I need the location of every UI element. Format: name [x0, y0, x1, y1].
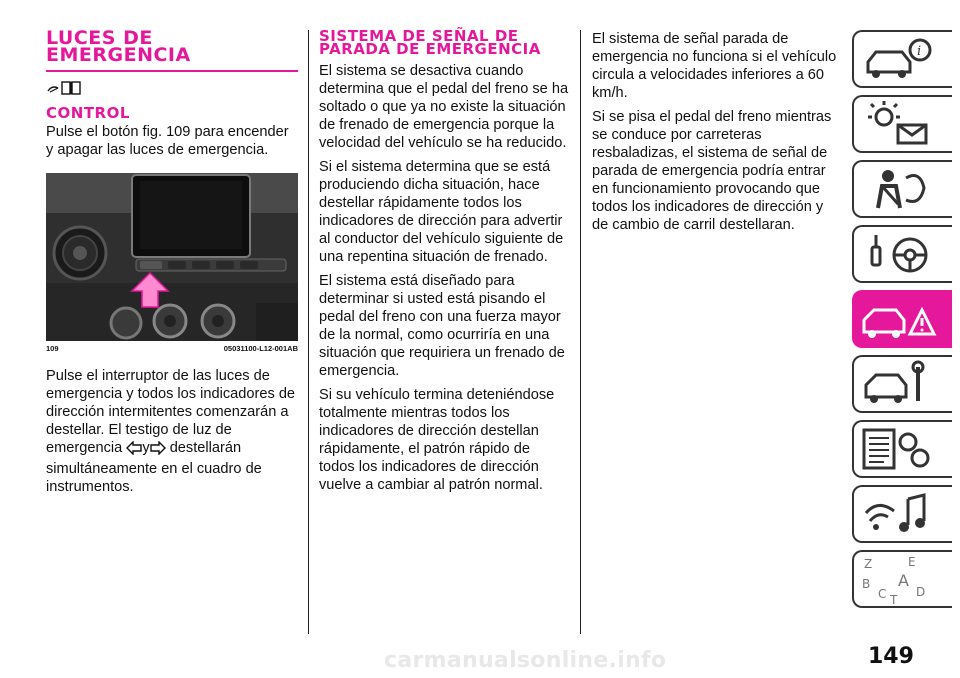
page-number: 149	[868, 644, 914, 669]
index-letters-icon	[854, 552, 952, 606]
figure-number: 109	[46, 344, 59, 353]
tab-car-info[interactable]	[852, 30, 952, 88]
paragraph: El sistema de señal parada de emergencia no funciona si el vehículo circula a velocidades inferiores a 60 km/h.	[592, 31, 837, 101]
manual-book-icon	[46, 79, 298, 97]
svg-text:i: i	[917, 44, 922, 59]
key-steering-icon	[854, 227, 952, 281]
paragraph-hazard-switch: Pulse el interruptor de las luces de emergencia y todos los indicadores de dirección intermitentes comenzarán a destellar. El testigo de luz de emergencia y destellarán simultáneamente en el cuadro de instrumentos.	[46, 368, 296, 495]
index-letter: E	[908, 555, 916, 569]
section-title-emergency-stop-signal: SISTEMA DE SEÑAL DE PARADA DE EMERGENCIA	[319, 27, 541, 58]
tab-maintenance[interactable]	[852, 355, 952, 413]
column-3	[592, 30, 840, 240]
column-1	[46, 27, 298, 502]
tab-emergency[interactable]	[852, 290, 952, 348]
turn-left-arrow-icon	[126, 441, 142, 460]
figure-code: 05031100-L12-001AB	[223, 344, 298, 353]
tab-technical-data[interactable]	[852, 420, 952, 478]
column-2	[319, 27, 569, 500]
maintenance-icon	[854, 357, 952, 411]
chapter-tabs	[852, 30, 952, 615]
column-divider-2	[580, 30, 581, 634]
seatbelt-airbag-icon	[854, 162, 952, 216]
paragraph: El sistema se desactiva cuando determina que el pedal del freno se ha soltado o que ya no existe la situación de frenado de emergencia porque la velocidad del vehículo se ha reducido.	[319, 63, 569, 151]
dashboard-photo	[46, 173, 298, 341]
paragraph: Si el sistema determina que se está produciendo dicha situación, hace destellar rápidamente todos los indicadores de dirección para advertir al conductor del vehículo siguiente de una repentina situación de frenado.	[319, 159, 564, 265]
figure-caption	[46, 344, 298, 353]
tab-warning-lights[interactable]	[852, 95, 952, 153]
paragraph: Si se pisa el pedal del freno mientras se conduce por carreteras resbaladizas, el sistema de señal de parada de emergencia podría entrar en funcionamiento provocando que todos los indicadores de dirección y de cambio de carril destellaran.	[592, 109, 832, 233]
index-letter: Z	[864, 557, 873, 571]
index-letter: T	[890, 593, 898, 606]
emergency-icon	[854, 292, 952, 346]
tab-starting-driving[interactable]	[852, 225, 952, 283]
specs-gears-icon	[854, 422, 952, 476]
turn-right-arrow-icon	[150, 441, 166, 460]
index-letter: A	[898, 571, 909, 590]
index-letter: C	[878, 587, 887, 601]
section-title-hazard-lights: LUCES DE EMERGENCIA	[46, 27, 191, 66]
index-letter: B	[862, 577, 871, 591]
section-subtitle-control: CONTROL	[46, 104, 130, 122]
warning-lights-icon	[854, 97, 952, 151]
multimedia-icon	[854, 487, 952, 541]
paragraph: Si su vehículo termina deteniéndose totalmente mientras todos los indicadores de dirección destellan rápidamente, el patrón rápido de todos los indicadores de dirección vuelve a cambiar al patrón normal.	[319, 387, 555, 493]
paragraph: El sistema está diseñado para determinar si usted está pisando el pedal del freno con una fuerza mayor de la normal, como ocurriría en una situación que requiriera un frenado de emergencia.	[319, 273, 565, 379]
watermark: carmanualsonline.info	[384, 648, 667, 673]
car-info-icon	[854, 32, 952, 86]
tab-multimedia[interactable]	[852, 485, 952, 543]
tab-index[interactable]	[852, 550, 952, 608]
tab-safety[interactable]	[852, 160, 952, 218]
column-divider-1	[308, 30, 309, 634]
figure-109	[46, 173, 298, 353]
paragraph-intro: Pulse el botón fig. 109 para encender y apagar las luces de emergencia.	[46, 124, 289, 158]
index-letter: D	[916, 585, 926, 599]
title-underline	[46, 70, 298, 72]
